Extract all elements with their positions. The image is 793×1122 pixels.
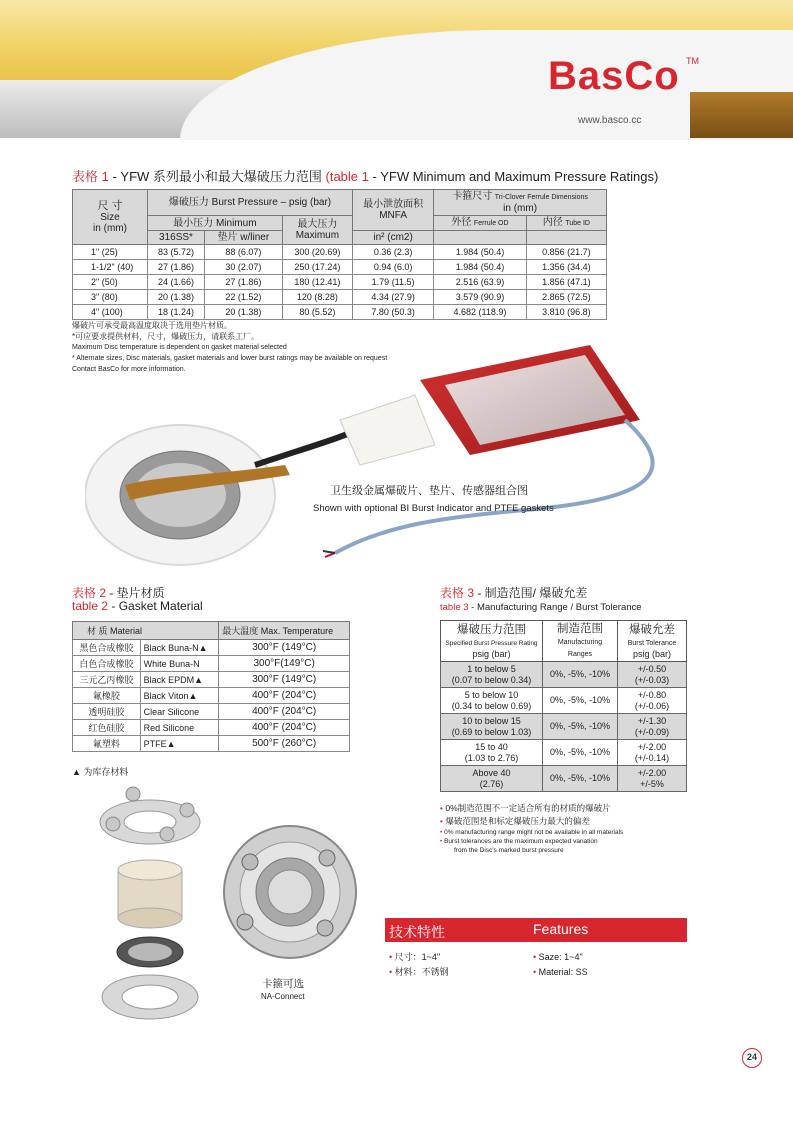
table-row: 1 to below 5 (0.07 to below 0.34) 0%, -5%, -10% +/-0.50 (+/-0.03) <box>441 662 687 688</box>
od-header: 外径 Ferrule OD <box>434 216 527 231</box>
features-list-cn: • 尺寸：1~4" • 材料：不锈钢 <box>389 952 449 977</box>
ferrule-header: 卡箍尺寸 Tri-Clover Ferrule Dimensions in (mm) <box>434 190 607 216</box>
table-row: 3" (80) 20 (1.38) 22 (1.52) 120 (8.28) 4.34 (27.9) 3.579 (90.9) 2.865 (72.5) <box>73 290 607 305</box>
table-row: 1" (25) 83 (5.72) 88 (6.07) 300 (20.69) 0.36 (2.3) 1.984 (50.4) 0.856 (21.7) <box>73 245 607 260</box>
table3-title-cn: 表格 3 - 制造范围/ 爆破允差 <box>440 586 588 600</box>
features-title-en: Features <box>533 921 589 937</box>
burst-pressure-header: 爆破压力 Burst Pressure – psig (bar) <box>148 190 353 216</box>
stock-material-note: ▲ 为库存材料 <box>72 767 129 777</box>
table-row: 1-1/2" (40) 27 (1.86) 30 (2.07) 250 (17.24) 0.94 (6.0) 1.984 (50.4) 1.356 (34.4) <box>73 260 607 275</box>
features-title-cn: 技术特性 <box>389 924 445 940</box>
trademark-mark: TM <box>686 56 699 66</box>
table-row: 透明硅胶 Clear Silicone 400°F (204°C) <box>73 704 350 720</box>
liner-header: 垫片 w/liner <box>205 231 283 245</box>
table2-title-en: table 2 - Gasket Material <box>72 599 203 613</box>
table1-title: 表格 1 - YFW 系列最小和最大爆破压力范围 (table 1 - YFW Minimum and Maximum Pressure Ratings) <box>72 169 659 184</box>
table-row: 红色硅胶 Red Silicone 400°F (204°C) <box>73 720 350 736</box>
table-row: 5 to below 10 (0.34 to below 0.69) 0%, -5%, -10% +/-0.80 (+/-0.06) <box>441 688 687 714</box>
table-row: 10 to below 15 (0.69 to below 1.03) 0%, -5%, -10% +/-1.30 (+/-0.09) <box>441 714 687 740</box>
table-row: 15 to 40 (1.03 to 2.76) 0%, -5%, -10% +/-2.00 (+/-0.14) <box>441 740 687 766</box>
id-header: 内径 Tube ID <box>526 216 606 231</box>
maximum-header: 最大压力 Maximum <box>282 216 352 245</box>
website-url[interactable]: www.basco.cc <box>578 115 642 126</box>
product-caption-cn: 卫生级金属爆破片、垫片、传感器组合图 <box>330 485 528 497</box>
table2-title-cn: 表格 2 - 垫片材质 <box>72 586 165 600</box>
table-row: 4" (100) 18 (1.24) 20 (1.38) 80 (5.52) 7.80 (50.3) 4.682 (118.9) 3.810 (96.8) <box>73 305 607 320</box>
table1-notes: 爆破片可承受最高温度取决于选用垫片材质。 *可应要求提供材料，尺寸，爆破压力，请联系工厂。 Maximum Disc temperature is dependent on gasket material selected * Alternate sizes, Disc materials, gasket materials and lower burst ratings may be available on request Contact BasCo for more information. <box>72 321 388 373</box>
table-row: Above 40 (2.76) 0%, -5%, -10% +/-2.00 +/-5% <box>441 766 687 792</box>
gasket-material-table: 材 质 Material 最大温度 Max. Temperature 黑色合成橡胶 Black Buna-N▲ 300°F (149°C) 白色合成橡胶 White Buna-N 300°F(149°C) 三元乙丙橡胶 Black EPDM▲ 300°F (149°C) 氟橡胶 Black Viton▲ 400°F (204°C) 透明硅胶 Clear Silicone 400°F (204°C) 红色硅胶 Red Silicone 400°F (204°C) 氟塑料 PTFE▲ 500°F (260°C) <box>72 621 350 752</box>
size-header: 尺 寸 Size in (mm) <box>73 190 148 245</box>
table3-title-en: table 3 - Manufacturing Range / Burst Tolerance <box>440 602 642 613</box>
na-connect-illustration <box>215 820 365 965</box>
table3-notes: • 0%制造范围不一定适合所有的材质的爆破片 • 爆破范围是和标定爆破压力最大的偏差 • 0% manufacturing range might not be available in all materials • Burst tolerances are the maximum expected variation from the Disc's marked burst pressure <box>440 803 624 854</box>
page-header <box>0 0 793 150</box>
indicator-tag <box>340 395 435 465</box>
table-row: 白色合成橡胶 White Buna-N 300°F(149°C) <box>73 656 350 672</box>
na-connect-caption-cn: 卡箍可选 <box>262 978 304 990</box>
table-row: 氟橡胶 Black Viton▲ 400°F (204°C) <box>73 688 350 704</box>
product-caption-en: Shown with optional BI Burst Indicator and PTFE gaskets <box>313 503 554 514</box>
na-connect-caption-en: NA-Connect <box>261 992 305 1001</box>
mnfa-unit-header: in² (cm2) <box>353 231 434 245</box>
table-row: 黑色合成橡胶 Black Buna-N▲ 300°F (149°C) <box>73 640 350 656</box>
minimum-header: 最小压力 Minimum <box>148 216 283 231</box>
exploded-parts-illustration <box>95 782 205 1042</box>
table-row: 2" (50) 24 (1.66) 27 (1.86) 180 (12.41) 1.79 (11.5) 2.516 (63.9) 1.856 (47.1) <box>73 275 607 290</box>
features-list-en: • Saze: 1~4" • Material: SS <box>533 952 588 977</box>
tolerance-table: 爆破压力范围 Specified Burst Pressure Rating psig (bar) 制造范围 Manufacturing Ranges 爆破允差 Burst Tolerance psig (bar) 1 to below 5 (0.07 to below 0.34) 0%, -5%, -10% +/-0.50 (+/-0.03) 5 to below 10 (0.34 to below 0.69) 0%, -5%, -10% +/-0.80 (+/-0.06) 10 to below 15 (0.69 to below 1.03) 0%, -5%, -10% +/-1.30 (+/-0.09) 15 to 40 (1.03 to 2.76) 0%, -5%, -10% +/-2.00 (+/-0.14) Above 40 (2.76) 0%, -5%, -10% +/-2.00 +/-5% <box>440 620 687 792</box>
pressure-ratings-table <box>72 189 607 320</box>
page-number: 24 <box>742 1048 762 1068</box>
ss-header: 316SS* <box>148 231 205 245</box>
table-row: 氟塑料 PTFE▲ 500°F (260°C) <box>73 736 350 752</box>
mnfa-header: 最小泄放面积 MNFA <box>353 190 434 231</box>
table-row: 三元乙丙橡胶 Black EPDM▲ 300°F (149°C) <box>73 672 350 688</box>
brand-logo: BasCo <box>548 54 680 98</box>
